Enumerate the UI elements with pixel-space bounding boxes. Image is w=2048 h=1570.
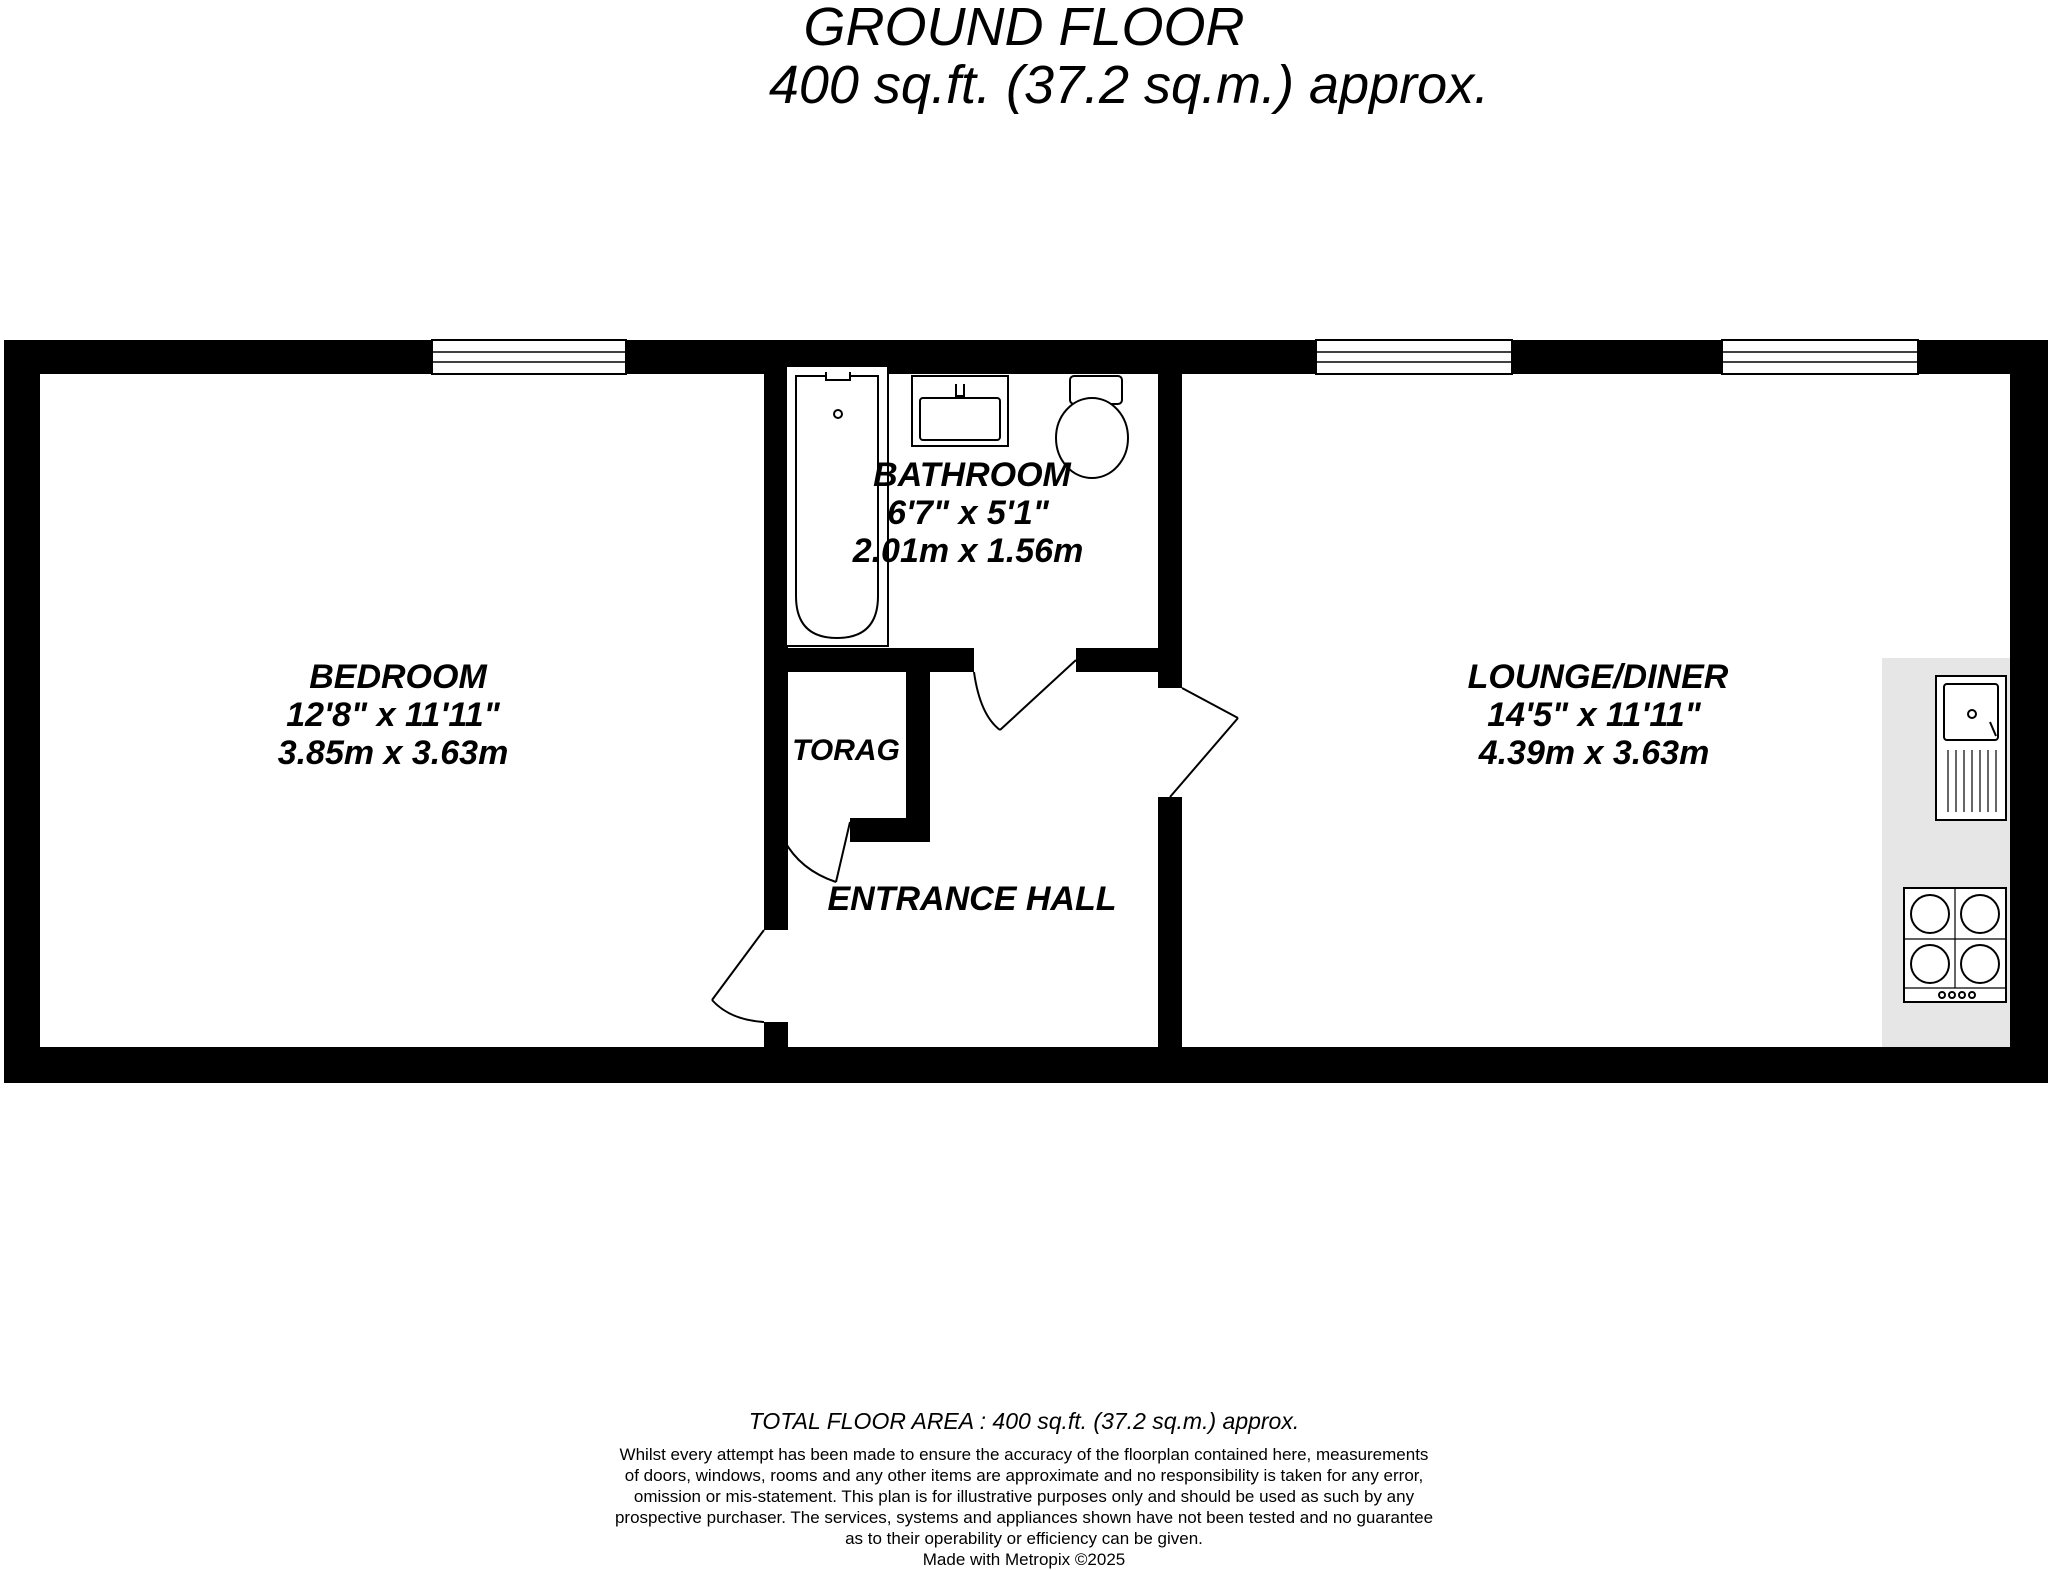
disclaimer-line: Whilst every attempt has been made to ensure the accuracy of the floorplan contained here, measurements [619,1445,1429,1464]
floor-title: GROUND FLOOR [803,0,1245,57]
floor-area: 400 sq.ft. (37.2 sq.m.) approx. [768,55,1490,115]
sink-icon [1936,676,2006,820]
basin-icon [912,376,1008,446]
window-icon [1722,340,1918,374]
total-floor-area: TOTAL FLOOR AREA : 400 sq.ft. (37.2 sq.m.) approx. [748,1408,1300,1434]
bedroom-imperial: 12'8" x 11'11" [286,696,500,734]
bedroom-metric: 3.85m x 3.63m [277,734,509,772]
bath-icon [786,366,888,646]
lounge-label: LOUNGE/DINER [1467,658,1729,696]
hall-label: ENTRANCE HALL [827,880,1117,918]
bathroom-metric: 2.01m x 1.56m [852,532,1084,570]
hob-icon [1904,888,2006,1002]
disclaimer-line: of doors, windows, rooms and any other items are approximate and no responsibility is taken for any error, [624,1466,1424,1485]
window-icon [1316,340,1512,374]
lounge-metric: 4.39m x 3.63m [1478,734,1710,772]
disclaimer-line: omission or mis-statement. This plan is for illustrative purposes only and should be used as such by any [633,1487,1415,1506]
disclaimer-line: prospective purchaser. The services, systems and appliances shown have not been tested and no guarantee [614,1508,1434,1527]
bathroom-label: BATHROOM [873,456,1071,494]
disclaimer [574,1444,1474,1570]
window-icon [432,340,626,374]
disclaimer-line: as to their operability or efficiency can be given. [845,1529,1203,1548]
bedroom-label: BEDROOM [309,658,487,696]
credit: Made with Metropix ©2025 [922,1550,1126,1569]
storage-label: TORAG [792,734,900,767]
lounge-imperial: 14'5" x 11'11" [1487,696,1701,734]
bathroom-imperial: 6'7" x 5'1" [887,494,1049,532]
